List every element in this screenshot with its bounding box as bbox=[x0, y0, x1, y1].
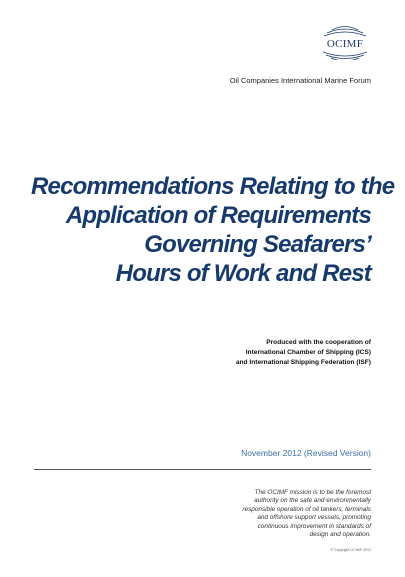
ocimf-logo bbox=[318, 24, 372, 60]
organization-name: Oil Companies International Marine Forum bbox=[229, 76, 371, 85]
logo-text: OCIMF bbox=[318, 38, 372, 50]
mission-line: authority on the safe and environmentally bbox=[254, 497, 371, 505]
mission-line: The OCIMF mission is to be the foremost bbox=[254, 489, 371, 496]
mission-line: continuous improvement in standards of bbox=[257, 522, 371, 530]
mission-statement bbox=[171, 489, 371, 539]
title-line: Governing Seafarers’ bbox=[144, 231, 371, 258]
mission-line: responsible operation of oil tankers, terminals bbox=[242, 505, 371, 513]
mission-line: and offshore support vessels, promoting bbox=[257, 514, 371, 522]
publication-date: November 2012 (Revised Version) bbox=[241, 448, 371, 458]
mission-line: design and operation. bbox=[309, 531, 371, 539]
cooperation-statement bbox=[236, 338, 371, 368]
cooperation-line: International Chamber of Shipping (ICS) bbox=[245, 349, 371, 356]
cooperation-line: and International Shipping Federation (ISF) bbox=[235, 359, 371, 366]
document-title bbox=[31, 172, 395, 288]
divider bbox=[34, 469, 371, 470]
title-line: Recommendations Relating to the bbox=[31, 173, 395, 200]
copyright-notice: © Copyright OCIMF 2012 bbox=[330, 548, 371, 552]
cooperation-line: Produced with the cooperation of bbox=[266, 339, 371, 346]
title-line: Application of Requirements bbox=[65, 202, 371, 229]
title-line: Hours of Work and Rest bbox=[115, 260, 371, 287]
